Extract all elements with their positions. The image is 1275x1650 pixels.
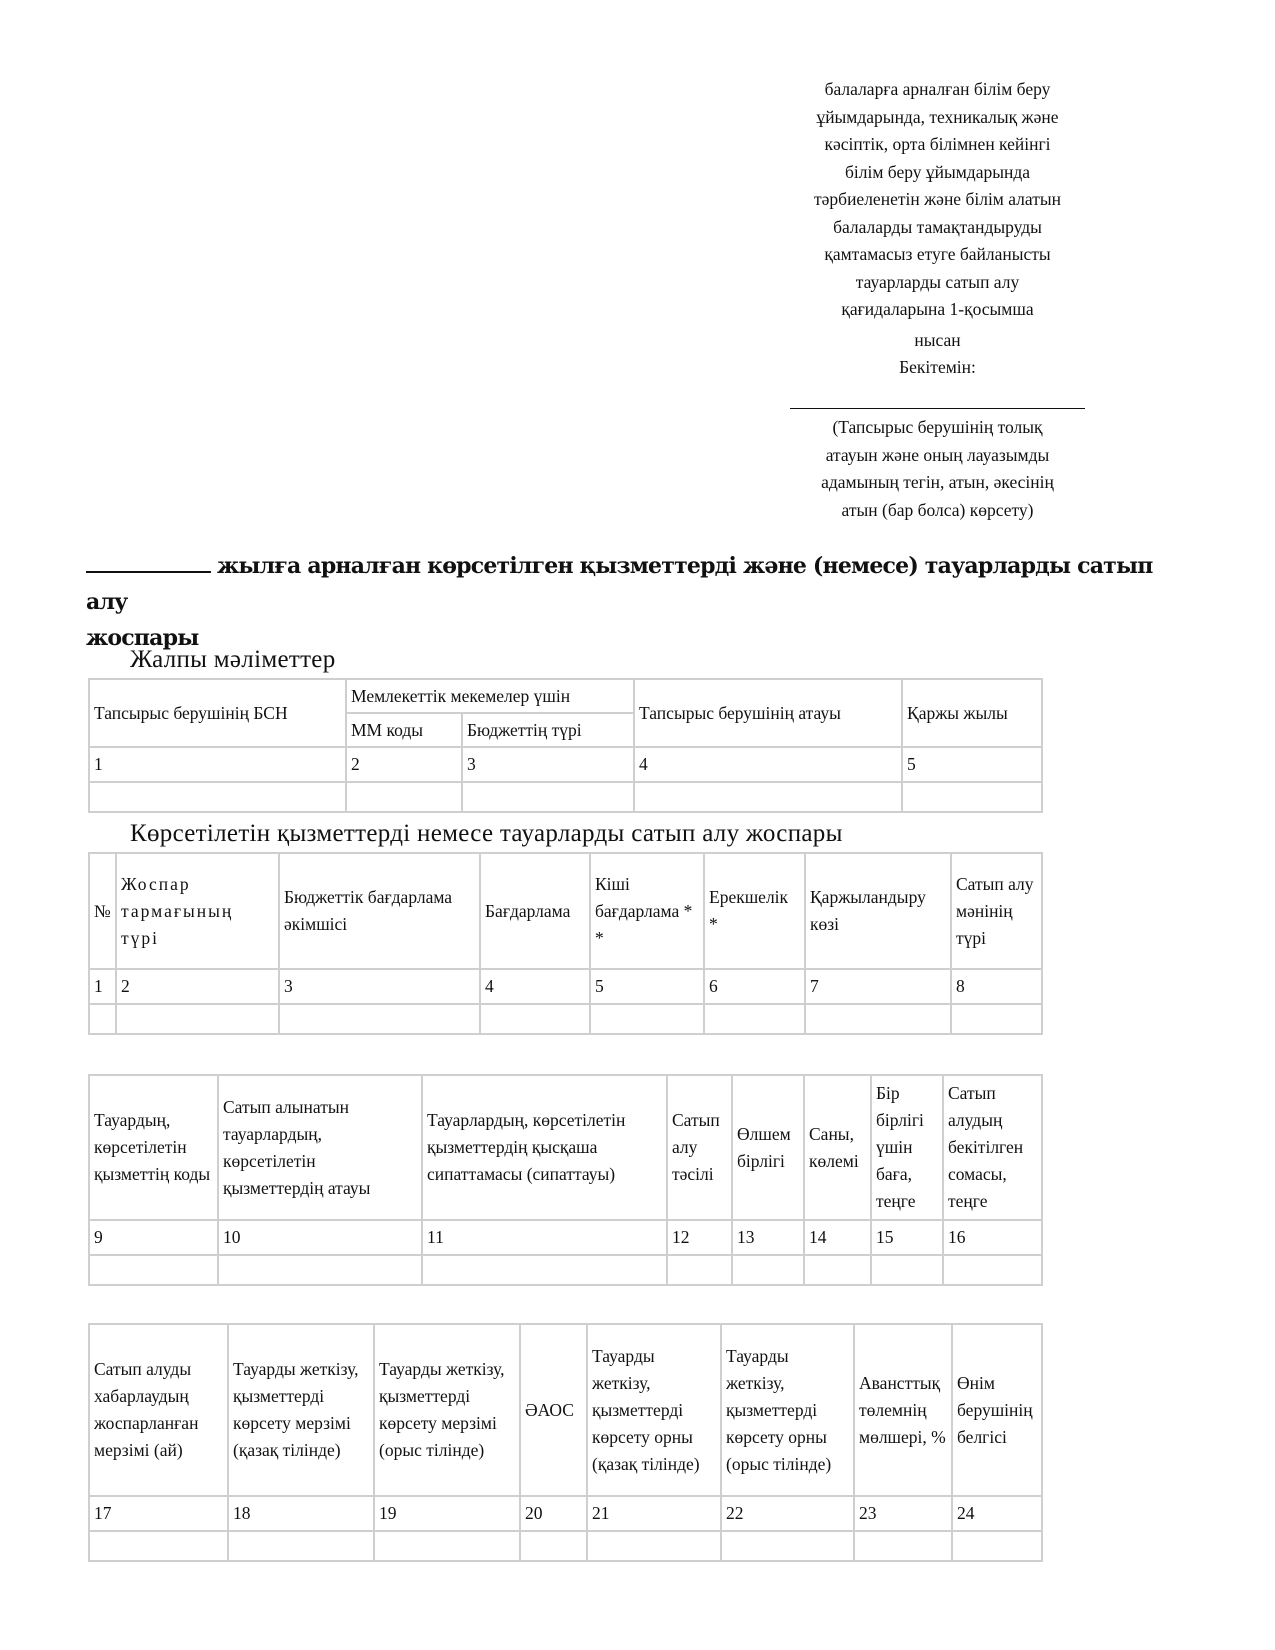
col-delivery-place-ru: Тауарды жеткізу, қызметтерді көрсету орны (орыс тілінде) [721,1324,854,1496]
col-number: 3 [462,747,634,782]
group-state-institutions: Мемлекеттік мекемелер үшін [346,679,634,713]
col-aaos: ӘАОС [520,1324,587,1496]
col-announcement-period: Сатып алуды хабарлаудың жоспарланған мерзімі (ай) [89,1324,228,1496]
signature-note-line: атын (бар болса) көрсету) [841,499,1034,520]
input-cell[interactable] [943,1255,1042,1285]
general-info-heading: Жалпы мәліметтер [130,646,336,673]
col-number: 5 [902,747,1042,782]
plan-table-3 [88,1323,1043,1562]
input-cell[interactable] [279,1004,480,1034]
col-unit-price: Бір бірлігі үшін баға, теңге [871,1075,943,1220]
col-purchase-subject-type: Сатып алу мәнінің түрі [951,853,1042,969]
col-customer-name: Тапсырыс берушінің атауы [634,679,902,747]
header-line: ұйымдарында, техникалық және [816,106,1059,127]
col-mm-code: ММ коды [346,713,462,747]
input-cell[interactable] [228,1531,374,1561]
col-quantity: Саны, көлемі [804,1075,871,1220]
col-subprogram: Кіші бағдарлама * * [590,853,704,969]
title-line-2: жоспары [86,625,199,651]
col-purchase-method: Сатып алу тәсілі [667,1075,732,1220]
col-delivery-term-ru: Тауарды жеткізу, қызметтерді көрсету мерзімі (орыс тілінде) [374,1324,520,1496]
header-line: қағидаларына 1-қосымша [841,299,1034,319]
col-number: 6 [704,969,805,1004]
input-cell[interactable] [634,782,902,812]
col-plan-item-type: Жоспар тармағының түрі [116,853,279,969]
input-cell[interactable] [480,1004,590,1034]
input-cell[interactable] [871,1255,943,1285]
input-cell[interactable] [374,1531,520,1561]
col-number: 12 [667,1220,732,1255]
input-cell[interactable] [952,1531,1042,1561]
col-financial-year: Қаржы жылы [902,679,1042,747]
input-cell[interactable] [667,1255,732,1285]
col-number: 21 [587,1496,721,1531]
header-line: балаларды тамақтандыруды [833,216,1042,237]
input-cell[interactable] [89,782,346,812]
input-cell[interactable] [218,1255,422,1285]
col-number: 22 [721,1496,854,1531]
input-cell[interactable] [89,1531,228,1561]
col-number: 2 [346,747,462,782]
col-approved-amount: Сатып алудың бекітілген сомасы, теңге [943,1075,1042,1220]
col-number: 10 [218,1220,422,1255]
col-number: 8 [951,969,1042,1004]
year-blank[interactable] [86,549,211,573]
input-cell[interactable] [732,1255,804,1285]
col-delivery-place-kz: Тауарды жеткізу, қызметтерді көрсету орны (қазақ тілінде) [587,1324,721,1496]
plan-table-1 [88,852,1043,1035]
header-line: білім беру ұйымдарында [844,161,1031,182]
col-number: 18 [228,1496,374,1531]
input-cell[interactable] [116,1004,279,1034]
plan-table-2 [88,1074,1043,1286]
input-cell[interactable] [587,1531,721,1561]
col-supplier-mark: Өнім берушінің белгісі [952,1324,1042,1496]
col-number: 14 [804,1220,871,1255]
header-line: кәсіптік, орта білімнен кейінгі [824,134,1051,154]
approve-label: Бекітемін: [899,357,976,377]
col-item-code: Тауардың, көрсетілетін қызметтің коды [89,1075,218,1220]
input-cell[interactable] [422,1255,667,1285]
input-cell[interactable] [590,1004,704,1034]
col-customer-bin: Тапсырыс берушінің БСН [89,679,346,747]
col-number: 9 [89,1220,218,1255]
signature-note-line: адамының тегін, атын, әкесінің [821,472,1054,492]
col-unit: Өлшем бірлігі [732,1075,804,1220]
col-number: 20 [520,1496,587,1531]
col-number: 11 [422,1220,667,1255]
col-item-name: Сатып алынатын тауарлардың, көрсетілетін қызметтердің атауы [218,1075,422,1220]
input-cell[interactable] [902,782,1042,812]
col-number: 4 [634,747,902,782]
signature-note-line: (Тапсырыс берушінің толық [832,417,1043,437]
signature-line [790,408,1085,409]
input-cell[interactable] [804,1255,871,1285]
general-info-table [88,678,1043,813]
signature-note [785,414,1090,524]
title-line-1: жылға арналған көрсетілген қызметтерді және (немесе) тауарларды сатып алу [86,553,1153,615]
header-line: тәрбиеленетін және білім алатын [814,189,1061,209]
col-funding-source: Қаржыландыру көзі [805,853,951,969]
col-number: 15 [871,1220,943,1255]
form-label: нысан [914,329,961,350]
col-number: 17 [89,1496,228,1531]
col-number: 3 [279,969,480,1004]
col-number: 5 [590,969,704,1004]
col-number: 16 [943,1220,1042,1255]
plan-heading: Көрсетілетін қызметтерді немесе тауарларды сатып алу жоспары [130,820,843,847]
input-cell[interactable] [346,782,462,812]
col-number: 7 [805,969,951,1004]
input-cell[interactable] [520,1531,587,1561]
col-number: 13 [732,1220,804,1255]
input-cell[interactable] [704,1004,805,1034]
col-number: 4 [480,969,590,1004]
document-title [86,548,1166,656]
col-program: Бағдарлама [480,853,590,969]
header-line: тауарларды сатып алу [855,271,1020,292]
input-cell[interactable] [805,1004,951,1034]
signature-note-line: атауын және оның лауазымды [825,444,1050,465]
header-line: қамтамасыз етуге байланысты [824,244,1051,264]
col-number: 24 [952,1496,1042,1531]
col-number: 1 [89,747,346,782]
col-number: 19 [374,1496,520,1531]
col-advance-payment: Авансттық төлемнің мөлшері, % [854,1324,952,1496]
col-item-description: Тауарлардың, көрсетілетін қызметтердің қысқаша сипаттамасы (сипаттауы) [422,1075,667,1220]
col-number: 1 [89,969,116,1004]
col-budget-admin: Бюджеттік бағдарлама әкімшісі [279,853,480,969]
col-specifics: Ерекшелік * [704,853,805,969]
col-number: 23 [854,1496,952,1531]
input-cell[interactable] [854,1531,952,1561]
col-number: 2 [116,969,279,1004]
col-delivery-term-kz: Тауарды жеткізу, қызметтерді көрсету мерзімі (қазақ тілінде) [228,1324,374,1496]
header-line: балаларға арналған білім беру [824,79,1051,99]
input-cell[interactable] [721,1531,854,1561]
approval-header [785,76,1090,382]
col-budget-type: Бюджеттің түрі [462,713,634,747]
col-index: № [89,853,116,969]
input-cell[interactable] [462,782,634,812]
input-cell[interactable] [89,1004,116,1034]
input-cell[interactable] [89,1255,218,1285]
input-cell[interactable] [951,1004,1042,1034]
